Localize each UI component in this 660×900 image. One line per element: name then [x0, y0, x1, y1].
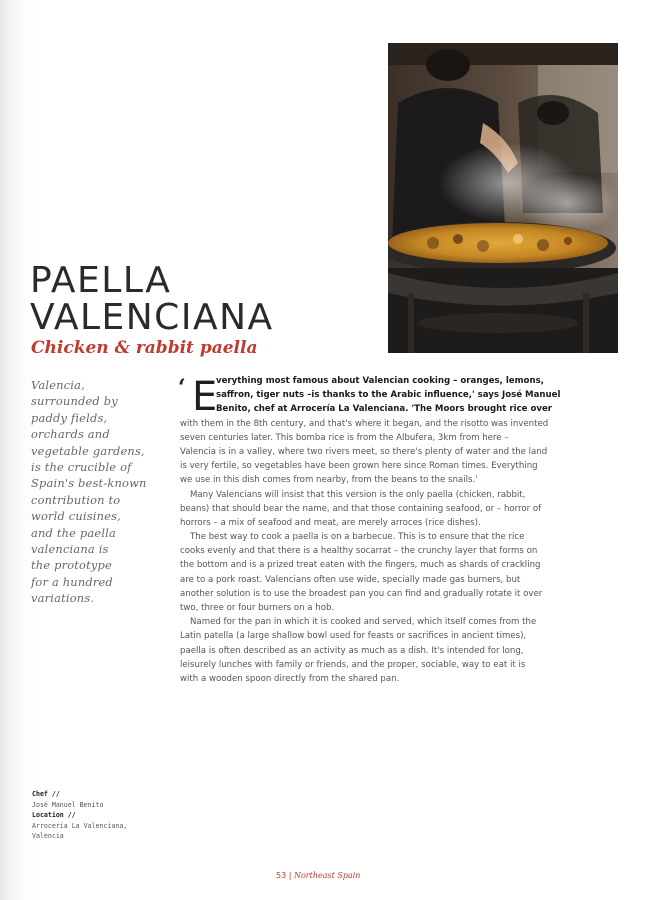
- body-line: beans) that should bear the name, and that those containing seafood, or – horror of: [180, 503, 542, 514]
- pull-quote-line: for a hundred: [31, 574, 113, 589]
- folio-separator: |: [288, 871, 292, 880]
- pull-quote-line: is the crucible of: [31, 460, 132, 475]
- body-line: are to a pork roast. Valencians often use wide, specially made gas burners, but: [180, 574, 521, 585]
- chef-value: José Manuel Benito: [32, 800, 104, 809]
- body-line: leisurely lunches with family or friends, and the proper, sociable, way to eat it is: [180, 659, 526, 670]
- location-value: Valencia: [32, 832, 64, 841]
- paella-photo-image: [388, 43, 618, 353]
- page-folio: [276, 871, 360, 880]
- title-line: PAELLA: [30, 260, 172, 301]
- paella-photo: [388, 43, 618, 353]
- body-line: Named for the pan in which it is cooked and served, which itself comes from the: [190, 617, 537, 628]
- pull-quote-line: contribution to: [31, 492, 121, 507]
- body-line: saffron, tiger nuts –is thanks to the Arabic influence,' says José Manuel: [216, 390, 561, 401]
- body-line: Benito, chef at Arrocería La Valenciana. 'The Moors brought rice over: [216, 404, 553, 415]
- page-title: [30, 262, 360, 336]
- paragraph: [180, 374, 610, 488]
- body-line: verything most famous about Valencian cooking – oranges, lemons,: [216, 376, 544, 386]
- body-line: with a wooden spoon directly from the shared pan.: [180, 673, 400, 684]
- pull-quote-line: valenciana is: [31, 542, 109, 557]
- chef-label: Chef //: [32, 790, 60, 798]
- credits-block: [32, 789, 182, 842]
- section-name: Northeast Spain: [293, 871, 361, 880]
- body-line: we use in this dish comes from nearby, from the beans to the snails.': [180, 475, 478, 486]
- article-body: [180, 374, 610, 686]
- location-label: Location //: [32, 811, 76, 820]
- pull-quote-line: paddy fields,: [31, 410, 108, 425]
- opening-quote-mark: ‘: [178, 375, 186, 401]
- pull-quote-line: vegetable gardens,: [31, 443, 145, 458]
- pull-quote-line: orchards and: [31, 427, 110, 442]
- body-line: The best way to cook a paella is on a barbecue. This is to ensure that the rice: [190, 532, 525, 543]
- pull-quote-line: Spain's best-known: [31, 476, 147, 491]
- body-line: is very fertile, so vegetables have been grown here since Roman times. Everything: [180, 461, 538, 472]
- body-line: seven centuries later. This bomba rice is from the Albufera, 3km from here –: [180, 432, 509, 443]
- body-line: horrors – a mix of seafood and meat, are merely arroces (rice dishes).: [180, 517, 481, 528]
- pull-quote-line: and the paella: [31, 525, 117, 540]
- body-line: Valencia is in a valley, where two rivers meet, so there's plenty of water and the land: [180, 446, 548, 457]
- body-line: paella is often described as an activity as much as a dish. It's intended for long,: [180, 645, 524, 656]
- paragraph: [180, 615, 610, 686]
- body-line: Many Valencians will insist that this version is the only paella (chicken, rabbit,: [190, 489, 526, 500]
- pull-quote: [31, 377, 171, 607]
- body-line: two, three or four burners on a hob.: [180, 603, 335, 613]
- page-subtitle: Chicken & rabbit paella: [31, 338, 258, 358]
- drop-cap: E: [192, 374, 218, 420]
- page-number: 53: [276, 871, 287, 880]
- body-line: with them in the 8th century, and that's where it began, and the risotto was invented: [180, 418, 549, 429]
- location-value: Arrocería La Valenciana,: [32, 821, 128, 830]
- title-line: VALENCIANA: [30, 297, 274, 338]
- body-line: another solution is to use the broadest pan you can find and gradually rotate it over: [180, 588, 543, 599]
- paragraph: [180, 488, 610, 531]
- pull-quote-line: variations.: [31, 591, 95, 606]
- pull-quote-line: surrounded by: [31, 394, 118, 409]
- pull-quote-line: the prototype: [31, 558, 112, 573]
- body-line: Latin patella (a large shallow bowl used for feasts or sacrifices in ancient times),: [180, 631, 527, 642]
- body-line: the bottom and is a prized treat eaten with the fingers, much as shards of crackling: [180, 560, 541, 571]
- paragraph: [180, 530, 610, 615]
- pull-quote-line: Valencia,: [31, 378, 85, 392]
- pull-quote-line: world cuisines,: [31, 509, 121, 524]
- body-line: cooks evenly and that there is a healthy socarrat – the crunchy layer that forms on: [180, 546, 538, 557]
